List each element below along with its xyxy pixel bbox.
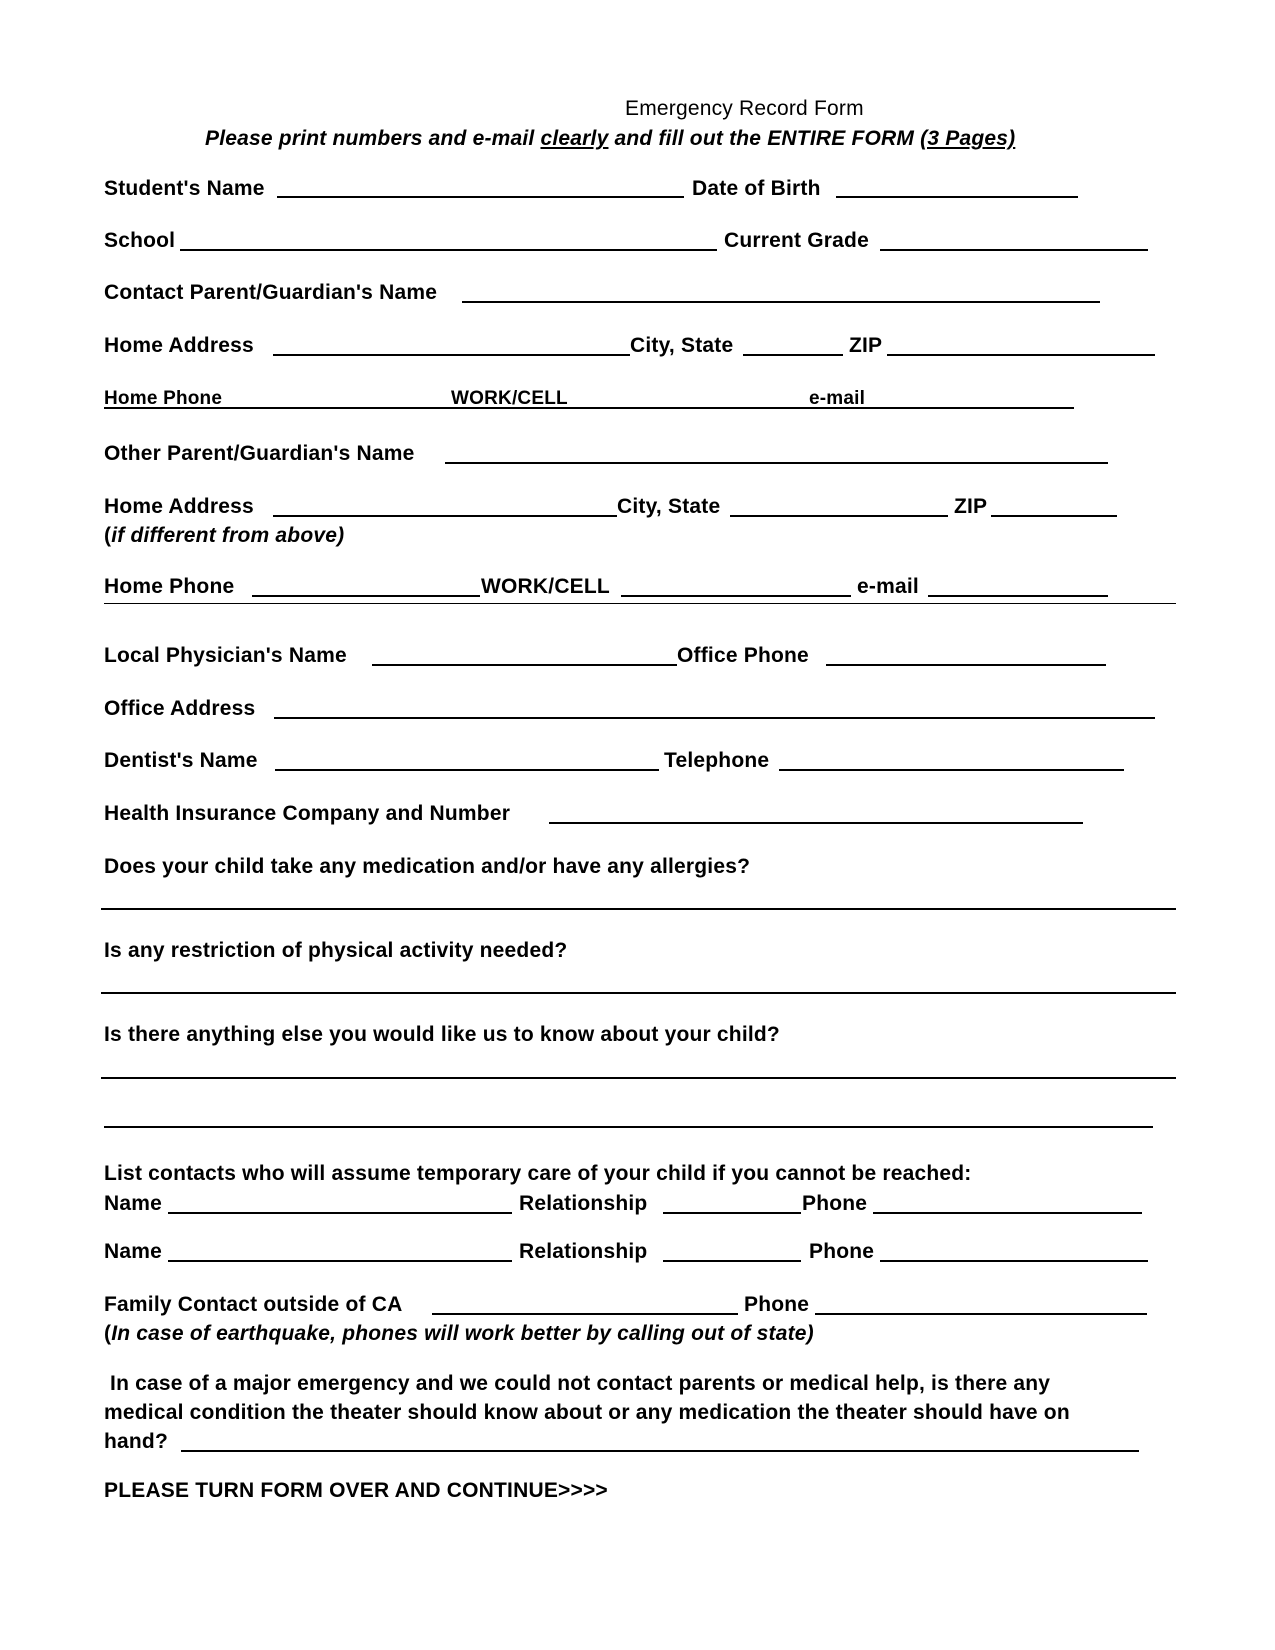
contact1-relationship-label: Relationship: [519, 1192, 648, 1215]
note-paren: (: [104, 524, 112, 547]
contact-parent-name-field[interactable]: [462, 301, 1100, 303]
emergency-answer-field[interactable]: [181, 1450, 1139, 1452]
other-parent-name-field[interactable]: [445, 462, 1108, 464]
dentist-field[interactable]: [275, 769, 659, 771]
section-divider: [104, 603, 1176, 604]
contact-city-label: City, State: [630, 334, 734, 357]
emergency-question-line-1: In case of a major emergency and we could not contact parents or medical help, is there any: [104, 1372, 1051, 1395]
contact2-phone-field[interactable]: [880, 1260, 1148, 1262]
other-email-field[interactable]: [928, 595, 1108, 597]
medication-answer-line[interactable]: [101, 908, 1176, 910]
contact2-relationship-label: Relationship: [519, 1240, 648, 1263]
school-field[interactable]: [180, 249, 717, 251]
other-work-field[interactable]: [621, 595, 851, 597]
other-address-note: [104, 525, 344, 546]
dob-field[interactable]: [836, 196, 1078, 198]
contact2-name-field[interactable]: [168, 1260, 512, 1262]
contact-parent-name-label: Contact Parent/Guardian's Name: [104, 281, 438, 304]
contact-home-phone-label: Home Phone: [104, 388, 223, 409]
contact1-phone-label: Phone: [802, 1192, 868, 1215]
other-address-label: Home Address: [104, 495, 254, 518]
contact-email-label: e-mail: [809, 388, 866, 409]
grade-label: Current Grade: [724, 229, 869, 252]
family-phone-field[interactable]: [815, 1313, 1147, 1315]
office-phone-label: Office Phone: [677, 644, 809, 667]
contact-zip-label: ZIP: [849, 334, 883, 357]
family-contact-label: Family Contact outside of CA: [104, 1293, 403, 1316]
contact-address-field[interactable]: [273, 354, 630, 356]
note-text: if different from above): [111, 524, 345, 547]
physician-field[interactable]: [372, 664, 677, 666]
contact2-phone-label: Phone: [809, 1240, 875, 1263]
office-phone-field[interactable]: [826, 664, 1106, 666]
other-work-label: WORK/CELL: [481, 575, 610, 598]
other-city-label: City, State: [617, 495, 721, 518]
office-address-label: Office Address: [104, 697, 256, 720]
other-city-field[interactable]: [730, 515, 948, 517]
physician-label: Local Physician's Name: [104, 644, 347, 667]
contact-city-field[interactable]: [743, 354, 843, 356]
restriction-question: Is any restriction of physical activity needed?: [104, 939, 568, 962]
contact1-name-field[interactable]: [168, 1212, 512, 1214]
restriction-answer-line[interactable]: [101, 992, 1176, 994]
anything-else-question: Is there anything else you would like us to know about your child?: [104, 1023, 780, 1046]
quake-text: In case of earthquake, phones will work better by calling out of state): [111, 1322, 814, 1345]
dentist-label: Dentist's Name: [104, 749, 258, 772]
form-title: Emergency Record Form: [625, 97, 864, 120]
telephone-field[interactable]: [779, 769, 1124, 771]
grade-field[interactable]: [880, 249, 1148, 251]
other-zip-field[interactable]: [991, 515, 1117, 517]
dob-label: Date of Birth: [692, 177, 821, 200]
insurance-field[interactable]: [549, 822, 1083, 824]
contact1-name-label: Name: [104, 1192, 162, 1215]
other-parent-name-label: Other Parent/Guardian's Name: [104, 442, 415, 465]
contact-home-phone-field[interactable]: [104, 407, 1074, 409]
instructions-part-2: and fill out the ENTIRE FORM: [608, 127, 921, 150]
student-name-field[interactable]: [277, 196, 684, 198]
instructions-pages: (3 Pages): [920, 127, 1016, 150]
anything-else-answer-line-1[interactable]: [101, 1077, 1176, 1079]
family-phone-label: Phone: [744, 1293, 810, 1316]
other-home-phone-field[interactable]: [252, 595, 480, 597]
instructions-clearly: clearly: [540, 127, 609, 150]
contact-zip-field[interactable]: [887, 354, 1155, 356]
other-home-phone-label: Home Phone: [104, 575, 235, 598]
instructions-part-1: Please print numbers and e-mail: [205, 127, 541, 150]
student-name-label: Student's Name: [104, 177, 265, 200]
turn-over-note: PLEASE TURN FORM OVER AND CONTINUE>>>>: [104, 1479, 608, 1502]
telephone-label: Telephone: [664, 749, 770, 772]
other-zip-label: ZIP: [954, 495, 988, 518]
emergency-question-line-2: medical condition the theater should know about or any medication the theater should have on: [104, 1401, 1070, 1424]
anything-else-answer-line-2[interactable]: [104, 1126, 1153, 1128]
school-label: School: [104, 229, 176, 252]
insurance-label: Health Insurance Company and Number: [104, 802, 511, 825]
contact-address-label: Home Address: [104, 334, 254, 357]
quake-paren: (: [104, 1322, 112, 1345]
contact2-relationship-field[interactable]: [663, 1260, 801, 1262]
contacts-intro: List contacts who will assume temporary care of your child if you cannot be reached:: [104, 1162, 972, 1185]
contact1-phone-field[interactable]: [873, 1212, 1142, 1214]
earthquake-note: [104, 1323, 814, 1344]
form-instructions: [205, 128, 1015, 149]
medication-question: Does your child take any medication and/or have any allergies?: [104, 855, 751, 878]
other-address-field[interactable]: [273, 515, 617, 517]
contact-work-label: WORK/CELL: [451, 388, 568, 409]
other-email-label: e-mail: [857, 575, 919, 598]
contact1-relationship-field[interactable]: [663, 1212, 801, 1214]
office-address-field[interactable]: [274, 717, 1155, 719]
contact2-name-label: Name: [104, 1240, 162, 1263]
family-contact-field[interactable]: [432, 1313, 738, 1315]
emergency-question-line-3: hand?: [104, 1430, 168, 1453]
